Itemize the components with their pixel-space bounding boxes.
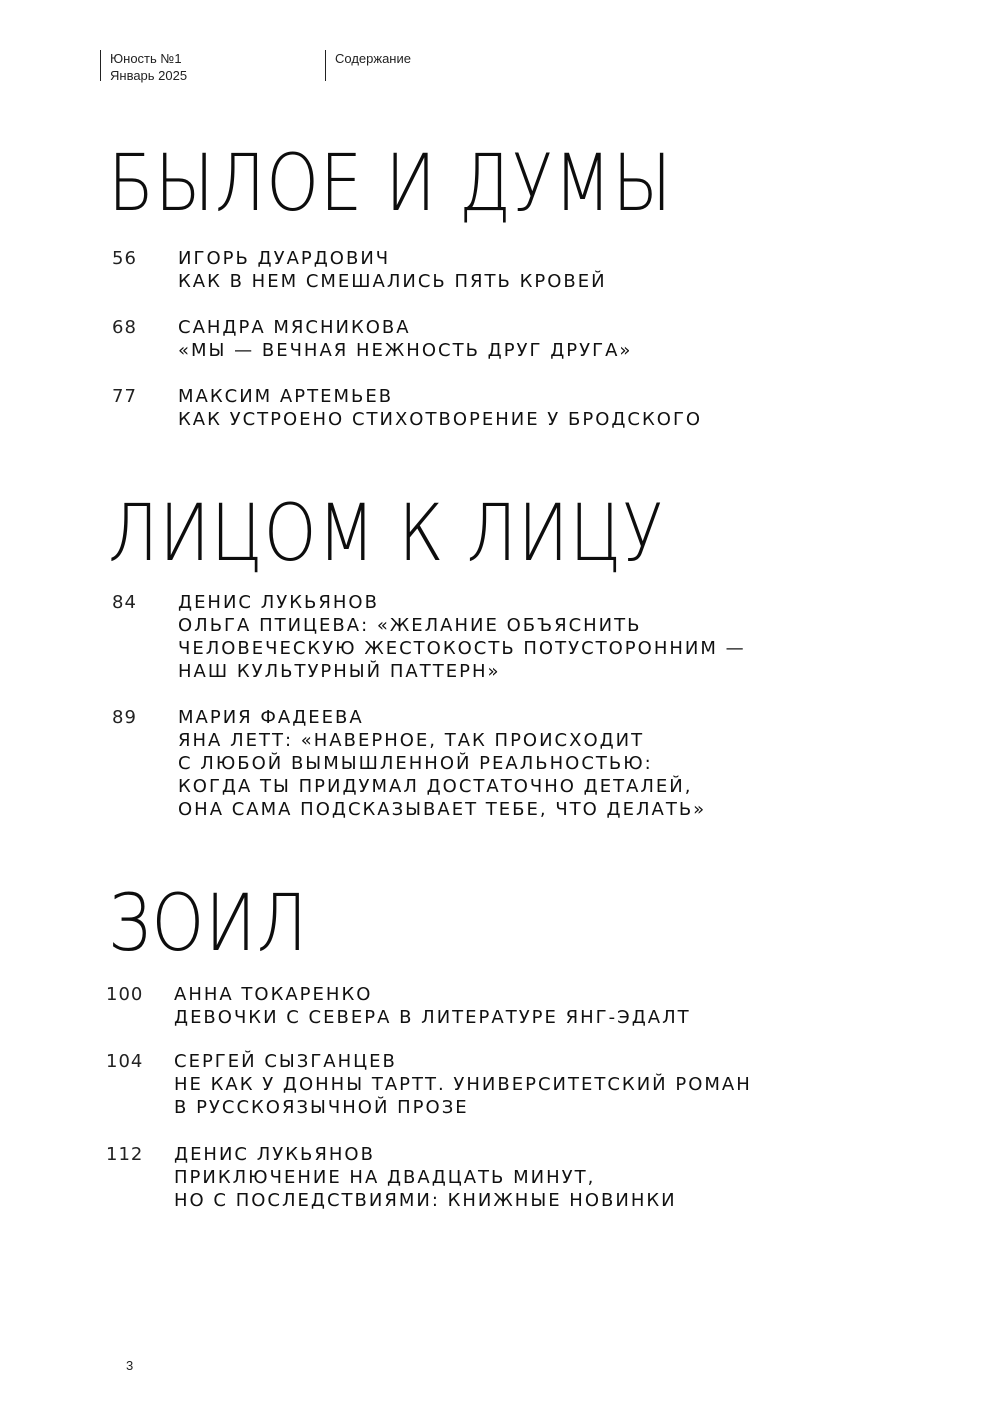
toc-page-number: 84 — [112, 592, 137, 613]
toc-page-number: 104 — [106, 1051, 144, 1072]
toc-page-number: 77 — [112, 386, 137, 407]
toc-author: СЕРГЕЙ СЫЗГАНЦЕВ — [174, 1051, 397, 1072]
section-label — [325, 50, 411, 81]
toc-author: ИГОРЬ ДУАРДОВИЧ — [178, 248, 391, 269]
toc-article-title: НО С ПОСЛЕДСТВИЯМИ: КНИЖНЫЕ НОВИНКИ — [174, 1190, 677, 1211]
toc-author: САНДРА МЯСНИКОВА — [178, 317, 411, 338]
toc-entry-text — [178, 706, 706, 821]
toc-page-number: 56 — [112, 248, 137, 269]
toc-entry-text — [178, 385, 702, 431]
magazine-title: Юность №1 — [110, 51, 182, 66]
toc-entry-text — [178, 247, 607, 293]
section-title-byloe-i-dumy: БЫЛОЕ И ДУМЫ — [108, 139, 673, 229]
toc-page-number: 89 — [112, 707, 137, 728]
toc-article-title: ЧЕЛОВЕЧЕСКУЮ ЖЕСТОКОСТЬ ПОТУСТОРОННИМ — — [178, 638, 746, 659]
toc-article-title: КАК В НЕМ СМЕШАЛИСЬ ПЯТЬ КРОВЕЙ — [178, 271, 607, 292]
toc-page-number: 112 — [106, 1144, 144, 1165]
toc-author: МАРИЯ ФАДЕЕВА — [178, 707, 364, 728]
toc-article-title: КАК УСТРОЕНО СТИХОТВОРЕНИЕ У БРОДСКОГО — [178, 409, 703, 430]
toc-entry-text — [178, 591, 746, 683]
toc-author: ДЕНИС ЛУКЬЯНОВ — [174, 1144, 375, 1165]
toc-article-title: С ЛЮБОЙ ВЫМЫШЛЕННОЙ РЕАЛЬНОСТЬЮ: — [178, 753, 653, 774]
toc-article-title: ОЛЬГА ПТИЦЕВА: «ЖЕЛАНИЕ ОБЪЯСНИТЬ — [178, 615, 642, 636]
toc-article-title: НАШ КУЛЬТУРНЫЙ ПАТТЕРН» — [178, 661, 501, 682]
toc-article-title: «МЫ — ВЕЧНАЯ НЕЖНОСТЬ ДРУГ ДРУГА» — [178, 340, 633, 361]
toc-author: АННА ТОКАРЕНКО — [174, 984, 373, 1005]
section-title-litsom-k-litsu: ЛИЦОМ К ЛИЦУ — [108, 489, 665, 579]
toc-author: ДЕНИС ЛУКЬЯНОВ — [178, 592, 379, 613]
section-name: Содержание — [335, 51, 411, 66]
toc-author: МАКСИМ АРТЕМЬЕВ — [178, 386, 394, 407]
toc-article-title: НЕ КАК У ДОННЫ ТАРТТ. УНИВЕРСИТЕТСКИЙ РОМАН — [174, 1074, 752, 1095]
section-title-zoil: ЗОИЛ — [108, 879, 309, 969]
toc-page-number: 100 — [106, 984, 144, 1005]
toc-article-title: В РУССКОЯЗЫЧНОЙ ПРОЗЕ — [174, 1097, 469, 1118]
issue-info — [100, 50, 187, 81]
toc-entry-text — [178, 316, 632, 362]
toc-article-title: ДЕВОЧКИ С СЕВЕРА В ЛИТЕРАТУРЕ ЯНГ-ЭДАЛТ — [174, 1007, 691, 1028]
toc-entry-text — [174, 983, 691, 1029]
toc-page-number: 68 — [112, 317, 137, 338]
toc-entry-text — [174, 1143, 677, 1212]
page-number: 3 — [126, 1358, 134, 1373]
toc-article-title: ПРИКЛЮЧЕНИЕ НА ДВАДЦАТЬ МИНУТ, — [174, 1167, 596, 1188]
toc-article-title: ЯНА ЛЕТТ: «НАВЕРНОЕ, ТАК ПРОИСХОДИТ — [178, 730, 645, 751]
toc-article-title: КОГДА ТЫ ПРИДУМАЛ ДОСТАТОЧНО ДЕТАЛЕЙ, — [178, 776, 693, 797]
toc-entry-text — [174, 1050, 752, 1119]
toc-article-title: ОНА САМА ПОДСКАЗЫВАЕТ ТЕБЕ, ЧТО ДЕЛАТЬ» — [178, 799, 707, 820]
issue-date: Январь 2025 — [110, 68, 188, 83]
